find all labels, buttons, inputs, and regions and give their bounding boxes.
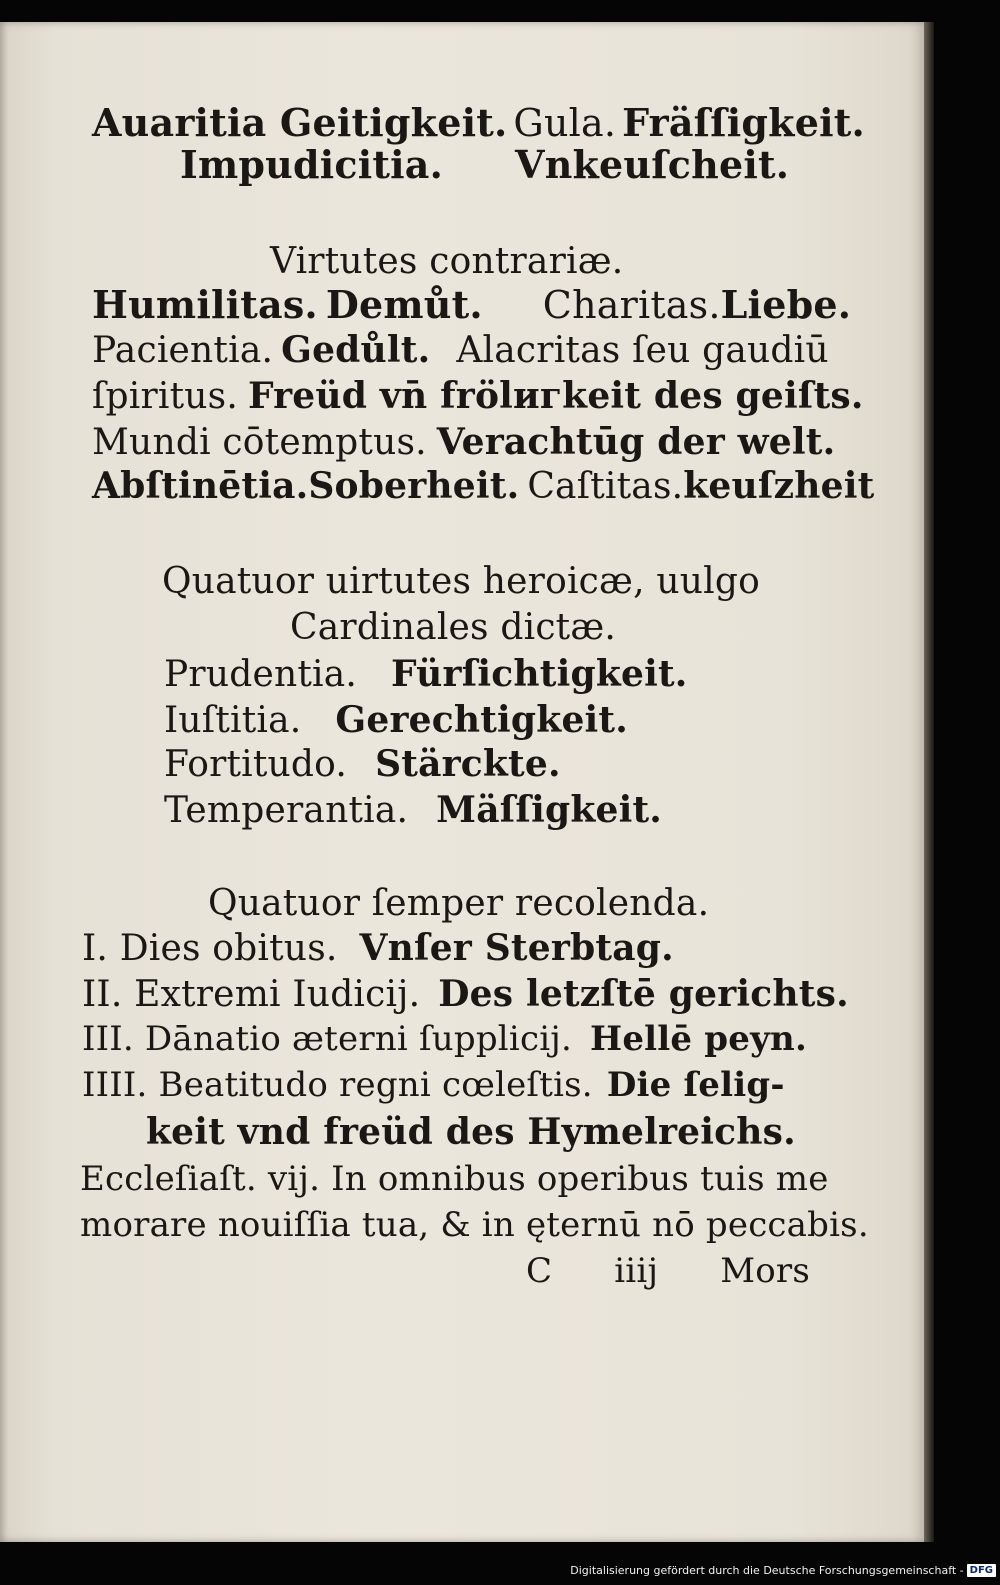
text-line-22	[80, 1205, 869, 1245]
line-1-seg-4: Fräſſigkeit.	[622, 100, 865, 145]
text-line-19	[82, 1065, 785, 1105]
line-8-seg-1: Abſtinētia.	[92, 465, 309, 507]
line-16-seg-2: Vnſer Sterbtag.	[359, 927, 674, 969]
line-4-seg-4: Liebe.	[720, 282, 852, 327]
line-16-seg-1: I. Dies obitus.	[82, 928, 338, 969]
text-line-16	[82, 927, 674, 969]
line-20-seg-1: keit vnd freüd des Hymelreichs.	[146, 1111, 796, 1153]
text-line-7	[92, 421, 836, 463]
line-9-seg-1: Quatuor uirtutes heroicæ, uulgo	[162, 561, 760, 602]
line-13-seg-1: Fortitudo.	[164, 744, 348, 785]
line-19-seg-2: Die ſelig-	[606, 1065, 785, 1105]
line-8-seg-4: keuſzheit	[683, 465, 875, 507]
line-18-seg-1: III. Dānatio æterni ſupplicij.	[82, 1019, 573, 1059]
footer-text: Digitalisierung gefördert durch die Deutsche Forschungsgemeinschaft -	[570, 1563, 964, 1577]
line-1-seg-2: Geitigkeit.	[279, 100, 508, 145]
line-12-seg-1: Iuſtitia.	[164, 700, 302, 741]
line-14-seg-2: Mäſſigkeit.	[436, 789, 663, 831]
line-2-seg-1: Impudicitia.	[180, 142, 444, 187]
line-12-seg-2: Gerechtigkeit.	[335, 699, 628, 741]
line-4-seg-3: Charitas.	[542, 283, 721, 327]
text-line-4	[92, 282, 852, 327]
text-line-3	[270, 241, 624, 282]
line-10-seg-1: Cardinales dictæ.	[290, 607, 617, 648]
line-7-seg-2: Verachtūg der welt.	[436, 421, 836, 463]
text-line-15	[208, 883, 710, 924]
digitization-footer	[570, 1564, 996, 1578]
line-6-seg-1: ſpiritus.	[92, 376, 238, 417]
line-17-seg-2: Des letzſtē gerichts.	[438, 973, 849, 1015]
line-2-seg-2: Vnkeuſcheit.	[515, 142, 790, 187]
catchword: Mors	[720, 1251, 810, 1291]
line-11-seg-2: Fürſichtigkeit.	[391, 653, 688, 695]
text-line-1	[92, 100, 865, 145]
text-line-11	[164, 653, 688, 695]
line-4-seg-2: Demůt.	[325, 282, 483, 327]
line-4-seg-1: Humilitas.	[92, 282, 318, 327]
text-line-13	[164, 743, 561, 785]
text-line-8	[92, 465, 875, 507]
dfg-logo-icon: DFG	[967, 1564, 996, 1577]
line-15-seg-1: Quatuor ſemper recolenda.	[208, 883, 710, 924]
line-5-seg-1: Pacientia.	[92, 330, 274, 371]
line-7-seg-1: Mundi cōtemptus.	[92, 422, 427, 463]
line-5-seg-3: Alacritas ſeu gaudiū	[456, 330, 829, 371]
text-line-21	[80, 1159, 829, 1199]
signature-number: iiij	[614, 1251, 659, 1291]
line-14-seg-1: Temperantia.	[164, 790, 409, 831]
text-line-6	[92, 375, 864, 417]
text-line-12	[164, 699, 628, 741]
line-8-seg-2: Soberheit.	[308, 465, 520, 507]
line-19-seg-1: IIII. Beatitudo regni cœleſtis.	[82, 1065, 593, 1105]
text-line-2	[180, 142, 790, 187]
line-11-seg-1: Prudentia.	[164, 654, 358, 695]
text-line-17	[82, 973, 849, 1015]
text-line-9	[162, 561, 760, 602]
book-page	[0, 22, 924, 1542]
text-line-10	[290, 607, 617, 648]
line-1-seg-1: Auaritia	[92, 100, 280, 145]
text-line-5	[92, 329, 829, 371]
text-line-14	[164, 789, 663, 831]
line-1-seg-3: Gula.	[513, 101, 617, 145]
text-line-20	[146, 1111, 796, 1153]
line-21-seg-1: Eccleſiaſt. vij. In omnibus operibus tuis me	[80, 1159, 829, 1199]
line-5-seg-2: Gedůlt.	[281, 329, 431, 371]
line-22-seg-1: morare nouiſſia tua, & in ęternū nō peccabis.	[80, 1205, 869, 1245]
line-17-seg-1: II. Extremi Iudicij.	[82, 974, 421, 1015]
line-8-seg-3: Caſtitas.	[527, 466, 684, 507]
catchword-line	[526, 1251, 810, 1291]
line-18-seg-2: Hellē peyn.	[590, 1019, 808, 1059]
line-13-seg-2: Stärckte.	[375, 743, 561, 785]
line-3-seg-1: Virtutes contrariæ.	[270, 241, 624, 282]
line-6-seg-2: Freüd vn̄ frölигkeit des geiſts.	[247, 375, 864, 417]
text-line-18	[82, 1019, 808, 1059]
signature-letter: C	[526, 1251, 553, 1291]
